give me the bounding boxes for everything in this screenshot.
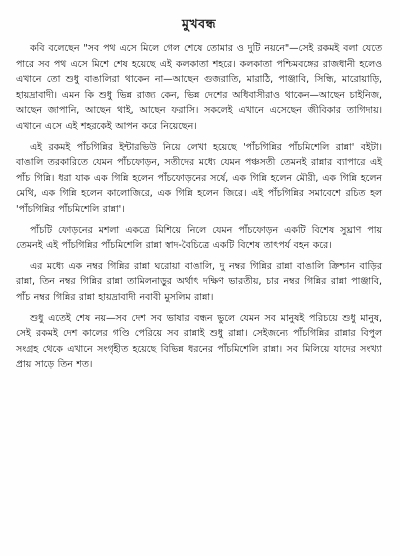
paragraph-4: এর মধ্যে এক নম্বর গিন্নির রান্না ঘরোয়া বাঙালি, দু নম্বর গিন্নির রান্না বাঙালি ক্রিশ্চান বাড়ির রান্না, তিন নম্বর গিন্নির রান্না তামিলনাড়ুর অর্থাৎ দক্ষিণ ভারতীয়, চার নম্বর গিন্নির রান্না পাঞ্জাবি, পাঁচ নম্বর গিন্নির রান্না হায়দ্রাবাদী নবাবী মুসলিম রান্না। [16,260,382,303]
page-title: মুখবন্ধ [181,16,216,31]
paragraph-5: শুধু এতেই শেষ নয়—সব দেশ সব ভাষার বন্ধন ভুলে যেমন সব মানুষই পরিচয়ে শুধু মানুষ, সেই রকমই দেশ কালের গণ্ডি পেরিয়ে সব রান্নাই শুধু রান্না। সেইজন্যে পাঁচগিন্নির রান্নার বিপুল সংগ্রহ থেকে এখানে সংগৃহীত হয়েছে বিভিন্ন ধরনের পাঁচমিশেলি রান্না। সব মিলিয়ে যাদের সংখ্যা প্রায় সাড়ে তিন শত। [16,312,382,371]
paragraph-2: এই রকমই পাঁচগিন্নির ইন্টারভিউ নিয়ে লেখা হয়েছে 'পাঁচগিন্নির পাঁচমিশেলি রান্না' বইটা। বাঙালি তরকারিতে যেমন পাঁচফোড়ন, সতীদের মধ্যে যেমন পঞ্চসতী তেমনই রান্নার ব্যাপারে এই পাঁচ গিন্নি। ধরা যাক এক গিন্নি হলেন পাঁচফোড়নের সর্ষে, এক গিন্নি হলেন মৌরী, এক গিন্নি হলেন মেথি, এক গিন্নি হলেন কালোজিরে, এক গিন্নি হলেন জিরে। এই পাঁচগিন্নির সমাবেশে রচিত হল 'পাঁচগিন্নির পাঁচমিশেলি রান্না'। [16,141,382,215]
paragraph-3: পাঁচটি ফোড়নের মশলা একত্রে মিশিয়ে নিলে যেমন পাঁচফোড়ন একটি বিশেষ সুঘ্রাণ পায় তেমনই এই পাঁচগিন্নির পাঁচমিশেলি রান্না স্বাদ-বৈচিত্রে একটি বিশেষ তাৎপর্য বহন করে। [16,224,382,252]
paragraph-1: কবি বলেছেন "সব পথ এসে মিলে গেল শেষে তোমার ও দুটি নয়নে"—সেই রকমই বলা যেতে পারে সব পথ এসে মিশে শেষ হয়েছে এই কলকাতা শহরে। কলকাতা পশ্চিমবঙ্গের রাজধানী হলেও এখানে তো শুধু বাঙালিরা থাকেন না—আছেন গুজরাতি, মারাঠি, পাঞ্জাবি, সিন্ধি, মারোয়াড়ি, হায়দ্রাবাদী। এমন কি শুধু ভিন্ন রাজ্য কেন, ভিন্ন দেশের অধিবাসীরাও থাকেন—আছেন চাইনিজ, আছেন জাপানি, আছেন থাই, আছেন ফরাসি। সকলেই এখানে এসেছেন জীবিকার তাগিদায়। এখানে এসে এই শহরকেই আপন করে নিয়েছেন। [16,43,382,132]
